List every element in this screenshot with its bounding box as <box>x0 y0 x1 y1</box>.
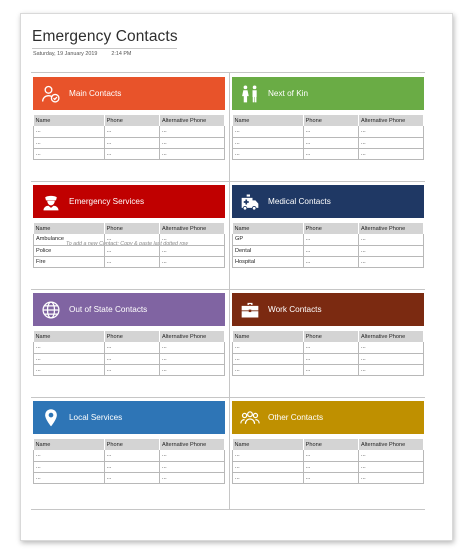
name-cell[interactable]: ... <box>233 148 304 159</box>
map-pin-icon <box>41 408 61 428</box>
local-services-banner <box>33 401 225 434</box>
table-row <box>34 353 225 364</box>
column-header-phone: Phone <box>104 331 159 342</box>
phone-cell[interactable]: ... <box>104 256 159 267</box>
phone-cell[interactable]: ... <box>104 245 159 256</box>
next-of-kin-table <box>232 115 424 160</box>
name-cell[interactable]: Ambulance <box>34 234 105 245</box>
alt-phone-cell[interactable]: ... <box>359 353 424 364</box>
column-header-phone: Phone <box>104 439 159 450</box>
alt-phone-cell[interactable]: ... <box>160 364 225 375</box>
phone-cell[interactable]: ... <box>104 472 159 483</box>
table-row <box>34 245 225 256</box>
name-cell[interactable]: ... <box>233 364 304 375</box>
phone-cell[interactable]: ... <box>104 126 159 137</box>
column-header-name: Name <box>233 223 304 234</box>
column-divider <box>229 73 230 509</box>
column-header-alt-phone: Alternative Phone <box>359 223 424 234</box>
couple-icon <box>240 84 260 104</box>
name-cell[interactable]: ... <box>34 353 105 364</box>
name-cell[interactable]: ... <box>34 364 105 375</box>
section-title: Work Contacts <box>268 305 322 314</box>
name-cell[interactable]: ... <box>34 342 105 353</box>
alt-phone-cell[interactable]: ... <box>359 472 424 483</box>
phone-cell[interactable]: ... <box>303 364 358 375</box>
table-row <box>233 472 424 483</box>
alt-phone-cell[interactable]: ... <box>160 126 225 137</box>
column-header-name: Name <box>233 115 304 126</box>
alt-phone-cell[interactable]: ... <box>359 234 424 245</box>
column-header-name: Name <box>34 331 105 342</box>
table-row <box>233 126 424 137</box>
page-time: 2:14 PM <box>111 51 132 57</box>
section-title: Next of Kin <box>268 89 309 98</box>
column-header-alt-phone: Alternative Phone <box>160 223 225 234</box>
phone-cell[interactable]: ... <box>104 148 159 159</box>
alt-phone-cell[interactable]: ... <box>160 450 225 461</box>
name-cell[interactable]: ... <box>34 450 105 461</box>
emergency-services-banner <box>33 185 225 218</box>
name-cell[interactable]: Dental <box>233 245 304 256</box>
name-cell[interactable]: ... <box>34 472 105 483</box>
alt-phone-cell[interactable]: ... <box>160 245 225 256</box>
name-cell[interactable]: ... <box>34 461 105 472</box>
column-header-name: Name <box>34 439 105 450</box>
alt-phone-cell[interactable]: ... <box>359 256 424 267</box>
column-header-phone: Phone <box>104 223 159 234</box>
out-of-state-banner <box>33 293 225 326</box>
table-row <box>34 137 225 148</box>
page-title[interactable]: Emergency Contacts <box>32 28 178 45</box>
police-officer-icon <box>41 192 61 212</box>
alt-phone-cell[interactable]: ... <box>359 245 424 256</box>
table-row <box>233 148 424 159</box>
document-page <box>20 13 453 541</box>
column-header-alt-phone: Alternative Phone <box>359 439 424 450</box>
other-contacts-banner <box>232 401 424 434</box>
emergency-services-table <box>33 223 225 268</box>
work-contacts-section <box>232 293 424 376</box>
contacts-grid <box>31 72 425 516</box>
ambulance-icon <box>240 192 260 212</box>
medical-contacts-banner <box>232 185 424 218</box>
phone-cell[interactable]: ... <box>303 256 358 267</box>
phone-cell[interactable]: ... <box>104 353 159 364</box>
column-header-name: Name <box>233 439 304 450</box>
alt-phone-cell[interactable]: ... <box>160 461 225 472</box>
table-row <box>34 256 225 267</box>
briefcase-icon <box>240 300 260 320</box>
section-title: Medical Contacts <box>268 197 331 206</box>
page-date-time <box>33 51 145 57</box>
add-contact-hint: To add a new Contact: Copy & paste last dotted row <box>66 241 188 247</box>
table-row <box>34 364 225 375</box>
next-of-kin-banner <box>232 77 424 110</box>
phone-cell[interactable]: ... <box>303 450 358 461</box>
table-row <box>233 342 424 353</box>
name-cell[interactable]: ... <box>34 137 105 148</box>
table-row <box>34 472 225 483</box>
row-divider <box>31 289 425 290</box>
page-date: Saturday, 19 January 2019 <box>33 51 98 57</box>
table-row <box>233 461 424 472</box>
name-cell[interactable]: ... <box>233 461 304 472</box>
phone-cell[interactable]: ... <box>104 461 159 472</box>
row-divider <box>31 509 425 510</box>
phone-cell[interactable]: ... <box>303 234 358 245</box>
table-row <box>233 245 424 256</box>
medical-contacts-table <box>232 223 424 268</box>
section-title: Main Contacts <box>69 89 122 98</box>
table-row <box>34 234 225 245</box>
alt-phone-cell[interactable]: ... <box>359 364 424 375</box>
emergency-services-section <box>33 185 225 268</box>
alt-phone-cell[interactable]: ... <box>160 353 225 364</box>
name-cell[interactable]: Police <box>34 245 105 256</box>
table-row <box>34 461 225 472</box>
section-title: Other Contacts <box>268 413 324 422</box>
name-cell[interactable]: ... <box>233 342 304 353</box>
phone-cell[interactable]: ... <box>303 137 358 148</box>
table-row <box>233 137 424 148</box>
alt-phone-cell[interactable]: ... <box>359 148 424 159</box>
name-cell[interactable]: Hospital <box>233 256 304 267</box>
phone-cell[interactable]: ... <box>303 126 358 137</box>
other-contacts-section <box>232 401 424 484</box>
column-header-phone: Phone <box>303 223 358 234</box>
work-contacts-banner <box>232 293 424 326</box>
section-title: Emergency Services <box>69 197 145 206</box>
column-header-name: Name <box>233 331 304 342</box>
local-services-section <box>33 401 225 484</box>
name-cell[interactable]: ... <box>233 126 304 137</box>
alt-phone-cell[interactable]: ... <box>359 461 424 472</box>
globe-icon <box>41 300 61 320</box>
phone-cell[interactable]: ... <box>303 472 358 483</box>
name-cell[interactable]: ... <box>34 148 105 159</box>
alt-phone-cell[interactable]: ... <box>160 342 225 353</box>
name-cell[interactable]: GP <box>233 234 304 245</box>
group-icon <box>240 408 260 428</box>
local-services-table <box>33 439 225 484</box>
table-row <box>34 342 225 353</box>
next-of-kin-section <box>232 77 424 160</box>
column-header-name: Name <box>34 223 105 234</box>
table-row <box>233 364 424 375</box>
table-row <box>233 353 424 364</box>
out-of-state-section <box>33 293 225 376</box>
row-divider <box>31 181 425 182</box>
alt-phone-cell[interactable]: ... <box>359 137 424 148</box>
phone-cell[interactable]: ... <box>303 342 358 353</box>
main-contacts-section <box>33 77 225 160</box>
main-contacts-banner <box>33 77 225 110</box>
phone-cell[interactable]: ... <box>303 461 358 472</box>
phone-cell[interactable]: ... <box>303 148 358 159</box>
work-contacts-table <box>232 331 424 376</box>
medical-contacts-section <box>232 185 424 268</box>
phone-cell[interactable]: ... <box>104 137 159 148</box>
column-header-alt-phone: Alternative Phone <box>160 439 225 450</box>
name-cell[interactable]: ... <box>34 126 105 137</box>
column-header-phone: Phone <box>303 331 358 342</box>
section-title: Out of State Contacts <box>69 305 148 314</box>
table-row <box>34 148 225 159</box>
name-cell[interactable]: Fire <box>34 256 105 267</box>
out-of-state-table <box>33 331 225 376</box>
other-contacts-table <box>232 439 424 484</box>
column-header-name: Name <box>34 115 105 126</box>
person-check-icon <box>41 84 61 104</box>
table-row <box>34 126 225 137</box>
table-row <box>233 450 424 461</box>
column-header-phone: Phone <box>303 439 358 450</box>
name-cell[interactable]: ... <box>233 450 304 461</box>
column-header-alt-phone: Alternative Phone <box>160 331 225 342</box>
alt-phone-cell[interactable]: ... <box>160 472 225 483</box>
alt-phone-cell[interactable]: ... <box>359 342 424 353</box>
phone-cell[interactable]: ... <box>303 245 358 256</box>
title-underline <box>32 48 177 49</box>
phone-cell[interactable]: ... <box>303 353 358 364</box>
alt-phone-cell[interactable]: ... <box>160 148 225 159</box>
section-title: Local Services <box>69 413 123 422</box>
table-row <box>233 256 424 267</box>
alt-phone-cell[interactable]: ... <box>160 234 225 245</box>
phone-cell[interactable]: ... <box>104 450 159 461</box>
phone-cell[interactable]: ... <box>104 364 159 375</box>
name-cell[interactable]: ... <box>233 353 304 364</box>
alt-phone-cell[interactable]: ... <box>359 126 424 137</box>
column-header-alt-phone: Alternative Phone <box>160 115 225 126</box>
column-header-phone: Phone <box>104 115 159 126</box>
column-header-alt-phone: Alternative Phone <box>359 331 424 342</box>
phone-cell[interactable]: ... <box>104 234 159 245</box>
table-row <box>233 234 424 245</box>
row-divider <box>31 397 425 398</box>
alt-phone-cell[interactable]: ... <box>160 256 225 267</box>
main-contacts-table <box>33 115 225 160</box>
name-cell[interactable]: ... <box>233 137 304 148</box>
column-header-phone: Phone <box>303 115 358 126</box>
alt-phone-cell[interactable]: ... <box>160 137 225 148</box>
alt-phone-cell[interactable]: ... <box>359 450 424 461</box>
phone-cell[interactable]: ... <box>104 342 159 353</box>
table-row <box>34 450 225 461</box>
name-cell[interactable]: ... <box>233 472 304 483</box>
column-header-alt-phone: Alternative Phone <box>359 115 424 126</box>
